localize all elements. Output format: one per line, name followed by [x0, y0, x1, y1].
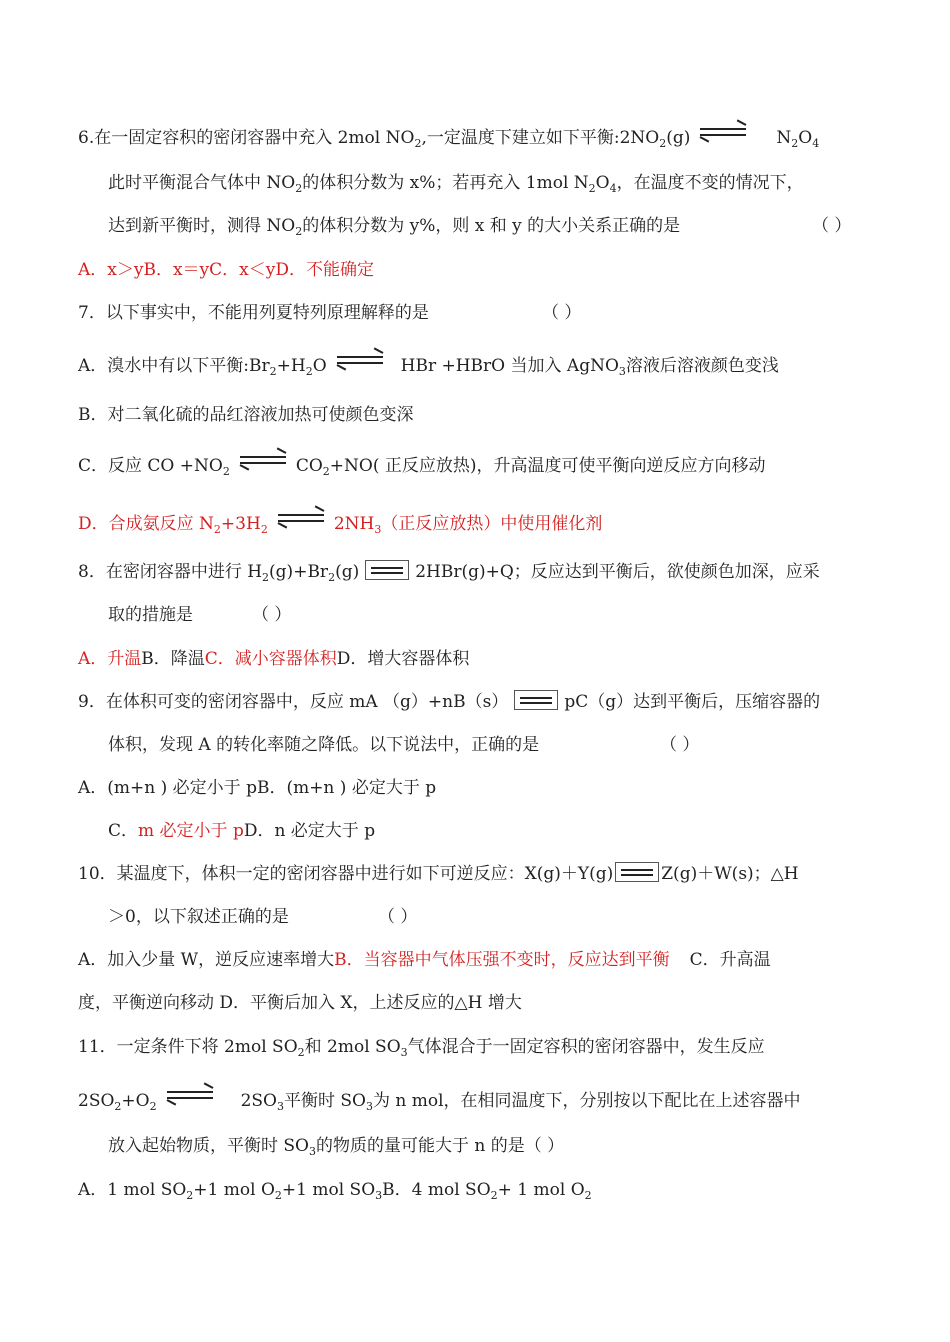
subscript: 2: [584, 1189, 592, 1202]
q6-line-1: [78, 126, 819, 150]
q7-stem: 7．以下事实中，不能用列夏特列原理解释的是: [78, 303, 429, 323]
subscript: 2: [659, 137, 667, 150]
subscript: 2: [186, 1189, 194, 1202]
text: 的物质的量可能大于 n 的是（ ）: [316, 1136, 565, 1156]
q6-options: A．x＞yB．x＝yC．x＜yD．不能确定: [78, 260, 374, 280]
text: ，在温度不变的情况下，: [616, 173, 804, 193]
equilibrium-arrow-icon: [167, 1090, 213, 1102]
text: C．反应 CO +NO: [78, 456, 223, 476]
text: (g): [666, 128, 691, 148]
equilibrium-arrow-icon: [337, 355, 383, 367]
text: +1 mol SO: [281, 1180, 376, 1200]
subscript: 2: [149, 1100, 157, 1113]
text: 8．在密闭容器中进行 H: [78, 562, 263, 582]
subscript: 2: [260, 523, 268, 536]
subscript: 4: [812, 137, 820, 150]
equilibrium-arrow-icon: [514, 690, 558, 710]
text: D．合成氨反应 N: [78, 514, 214, 534]
text: O: [312, 356, 327, 376]
subscript: 3: [366, 1100, 373, 1113]
subscript: 3: [277, 1100, 284, 1113]
subscript: 4: [609, 182, 617, 195]
option-a: A．升温: [78, 649, 142, 669]
text: + 1 mol O: [497, 1180, 585, 1200]
equilibrium-arrow-icon: [240, 455, 286, 467]
text: 2SO: [78, 1091, 115, 1111]
equilibrium-arrow-icon: [278, 513, 324, 525]
text: 的体积分数为 y%，则 x 和 y 的大小关系正确的是: [302, 216, 681, 236]
text: +H: [276, 356, 306, 376]
q6-line-2: [108, 171, 804, 195]
text: 10．某温度下，体积一定的密闭容器中进行如下可逆反应：X(g)＋Y(g): [78, 864, 614, 884]
text: A．溴水中有以下平衡:Br: [78, 356, 270, 376]
q9-options-cd: [108, 819, 375, 843]
q9-line-1: [78, 690, 820, 714]
q7-option-b: B．对二氧化硫的品红溶液加热可使颜色变深: [78, 405, 414, 425]
subscript: 2: [295, 225, 303, 238]
q11-line-3: [108, 1134, 564, 1158]
q11-line-4: [78, 1178, 592, 1202]
subscript: 2: [791, 137, 799, 150]
text: +NO( 正反应放热)，升高温度可使平衡向逆反应方向移动: [329, 456, 766, 476]
q10-line-4: 度，平衡逆向移动 D．平衡后加入 X，上述反应的△H 增大: [78, 993, 522, 1013]
q10-line-1: [78, 862, 799, 886]
text: (g)+Br: [269, 562, 329, 582]
text: 11．一定条件下将 2mol SO: [78, 1037, 298, 1057]
q10-line-2: ＞0，以下叙述正确的是: [108, 907, 289, 927]
q8-line-2: 取的措施是: [108, 605, 193, 625]
subscript: 2: [269, 365, 277, 378]
option-b: B．降温: [141, 649, 205, 669]
text: CO: [295, 456, 323, 476]
option-c: m 必定小于 p: [138, 821, 244, 841]
text: （正反应放热）中使用催化剂: [381, 514, 603, 534]
option-d: D．增大容器体积: [336, 649, 470, 669]
text: 气体混合于一固定容积的密闭容器中，发生反应: [407, 1037, 765, 1057]
text: N: [776, 128, 792, 148]
text: 2HBr(g)+Q；反应达到平衡后，欲使颜色加深，应采: [415, 562, 820, 582]
q11-line-2: [78, 1089, 801, 1113]
q10-line-3: [78, 948, 771, 972]
q9-answer-paren: （ ）: [660, 735, 700, 755]
q8-line-1: [78, 560, 820, 584]
text: 溶液后溶液颜色变浅: [625, 356, 779, 376]
subscript: 2: [295, 182, 303, 195]
subscript: 3: [400, 1046, 408, 1059]
q6-line-3: [108, 214, 680, 238]
subscript: 2: [213, 523, 221, 536]
subscript: 2: [274, 1189, 282, 1202]
subscript: 2: [322, 465, 330, 478]
q10-answer-paren: （ ）: [378, 907, 418, 927]
option-a: A．加入少量 W，逆反应速率增大: [78, 950, 335, 970]
text: 平衡时 SO: [284, 1091, 366, 1111]
text: O: [595, 173, 610, 193]
text: HBr +HBrO 当加入 AgNO: [400, 356, 619, 376]
text: 2SO: [240, 1091, 277, 1111]
text: pC（g）达到平衡后，压缩容器的: [564, 692, 821, 712]
subscript: 2: [114, 1100, 122, 1113]
option-b: B．当容器中气体压强不变时，反应达到平衡: [334, 950, 670, 970]
text: O: [798, 128, 813, 148]
text: 为 n mol，在相同温度下，分别按以下配比在上述容器中: [373, 1091, 801, 1111]
subscript: 2: [490, 1189, 498, 1202]
subscript: 3: [375, 1189, 383, 1202]
q6-answer-paren: （ ）: [812, 216, 852, 236]
text: 和 2mol SO: [304, 1037, 401, 1057]
subscript: 3: [309, 1145, 316, 1158]
equilibrium-arrow-icon: [700, 127, 746, 139]
text: +O: [121, 1091, 150, 1111]
q9-options-ab: A．(m+n ) 必定小于 pB．(m+n ) 必定大于 p: [78, 778, 437, 798]
text: Z(g)＋W(s)；△H: [661, 864, 799, 884]
subscript: 2: [305, 365, 313, 378]
text: (g): [335, 562, 360, 582]
text: 达到新平衡时，测得 NO: [108, 216, 296, 236]
option-c: C．减小容器体积: [204, 649, 337, 669]
subscript: 2: [588, 182, 596, 195]
text: 9．在体积可变的密闭容器中，反应 mA （g）+nB（s）: [78, 692, 509, 712]
q7-option-a: [78, 354, 779, 378]
text: 2NH: [333, 514, 375, 534]
text: ,一定温度下建立如下平衡:2NO: [421, 128, 660, 148]
text: 的体积分数为 x%；若再充入 1mol N: [302, 173, 589, 193]
subscript: 2: [414, 137, 422, 150]
q11-line-1: [78, 1035, 765, 1059]
q7-option-d: [78, 512, 602, 536]
q8-answer-paren: （ ）: [252, 605, 292, 625]
q8-options: [78, 647, 469, 671]
q7-answer-paren: （ ）: [542, 303, 582, 323]
option-c-label: C．: [108, 821, 139, 841]
subscript: 2: [262, 571, 270, 584]
text: 放入起始物质，平衡时 SO: [108, 1136, 309, 1156]
equilibrium-arrow-icon: [615, 862, 659, 882]
subscript: 2: [222, 465, 230, 478]
subscript: 2: [328, 571, 336, 584]
text: B．4 mol SO: [382, 1180, 491, 1200]
text: +1 mol O: [193, 1180, 275, 1200]
text: +3H: [220, 514, 261, 534]
q9-line-2: 体积，发现 A 的转化率随之降低。以下说法中，正确的是: [108, 735, 540, 755]
text: A．1 mol SO: [78, 1180, 187, 1200]
option-c: C．升高温: [689, 950, 771, 970]
equilibrium-arrow-icon: [365, 560, 409, 580]
q7-option-c: [78, 454, 766, 478]
subscript: 2: [297, 1046, 305, 1059]
text: 此时平衡混合气体中 NO: [108, 173, 296, 193]
text: 6.在一固定容积的密闭容器中充入 2mol NO: [78, 128, 415, 148]
subscript: 3: [618, 365, 626, 378]
subscript: 3: [374, 523, 382, 536]
option-d: D．n 必定大于 p: [243, 821, 376, 841]
